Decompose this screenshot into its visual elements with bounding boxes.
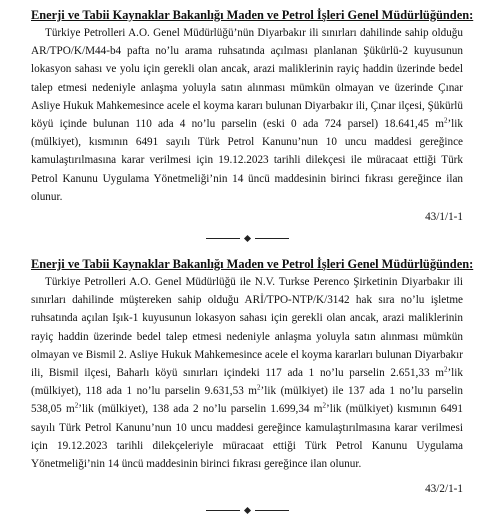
notice-1-body-part-2: ’lik (mülkiyet), kısmının 6491 sayılı Türk Petrol Kanunu’nun 10 uncu maddesi gereğince kamulaştırılmasına karar verilmesi için 19.12.2023 tarihli dilekçesi ile müracaat ettiği Türk Petrol Kanunu Uygulama Yönetmeliği’nin 14 üncü maddesinin birinci fıkrası gereğince ilan olunur. — [31, 118, 463, 203]
superscript-2: 2 — [257, 383, 261, 392]
notice-2-body-part-4: ’lik (mülkiyet), 138 ada 2 no’lu parselin 1.699,34 m — [78, 403, 323, 416]
section-divider — [31, 501, 463, 519]
superscript-2: 2 — [443, 116, 448, 125]
notice-1-reference-number: 43/1/1-1 — [425, 211, 463, 224]
notice-2-reference-number: 43/2/1-1 — [425, 483, 463, 496]
superscript-2: 2 — [74, 401, 79, 410]
notice-2-body-part-2: ’lik (mülkiyet), 118 ada 1 no’lu parselin 9.631,53 m — [31, 367, 463, 398]
section-divider — [31, 229, 463, 247]
notice-1-title: Enerji ve Tabii Kaynaklar Bakanlığı Maden ve Petrol İşleri Genel Müdürlüğünden: — [31, 8, 474, 22]
divider-line-right — [255, 238, 289, 239]
divider-line-right — [255, 510, 289, 511]
notice-2-body — [31, 273, 463, 473]
divider-diamond-icon — [243, 234, 250, 241]
notice-2-body-part-5: ’lik (mülkiyet) kısmının 6491 sayılı Türk Petrol Kanunu’nun 10 uncu maddesi gereğince kamulaştırılmasına karar verilmesi için 19.12.2023 tarihli dilekçeleriyle müracaat ettiği Türk Petrol Kanunu Uygulama Yönetmeliği’nin 14 üncü maddesinin birinci fıkrası gereğince ilan olunur. — [31, 403, 463, 471]
notice-2-body-part-1: Türkiye Petrolleri A.O. Genel Müdürlüğü ile N.V. Turkse Perenco Şirketinin Diyarbakır ili sınırları dahilinde müştereken sahip olduğu ARİ/TPO-NTP/K/3142 hak sıra no’lu işletme ruhsatında açılan Işık-1 kuyusunun lokasyon sahası için gerekli olan ancak, arazi maliklerinin rayiç haddin üzerinde bedel talep etmesi nedeniyle anlaşma yoluyla satın alınması mümkün olmayan ve Bismil 2. Asliye Hukuk Mahkemesince acele el koyma kararları bulunan Diyarbakır ili, Bismil ilçesi, Baharlı köyü sınırları içindeki 117 ada 1 no’lu parselin 2.651,33 m — [31, 276, 463, 380]
superscript-2: 2 — [322, 401, 326, 410]
superscript-2: 2 — [443, 365, 448, 374]
divider-line-left — [206, 238, 240, 239]
notice-2 — [31, 257, 474, 497]
divider-line-left — [206, 510, 240, 511]
notice-2-title: Enerji ve Tabii Kaynaklar Bakanlığı Maden ve Petrol İşleri Genel Müdürlüğünden: — [31, 257, 474, 272]
notice-1-body-part-1: Türkiye Petrolleri A.O. Genel Müdürlüğü’nün Diyarbakır ili sınırları dahilinde sahip olduğu AR/TPO/K/M44-b4 pafta no’lu arama ruhsatında açılması planlanan Şükürlü-2 kuyusunun lokasyon sahası ve yolu için gerekli olan ancak, arazi maliklerinin rayiç haddin üzerinde bedel talep etmesi nedeniyle anlaşma yoluyla satın alınması mümkün olmayan ve üzerinde Çınar Asliye Hukuk Mahkemesince acele el koyma kararı bulunan Diyarbakır ili, Çınar ilçesi, Şükürlü köyü içinde bulunan 110 ada 4 no’lu parselin (eski 0 ada 724 parsel) 18.641,45 m — [31, 27, 463, 131]
notice-1-body — [31, 24, 463, 206]
gazette-page — [31, 8, 474, 529]
notice-1 — [31, 8, 474, 225]
notice-2-body-part-3: ’lik (mülkiyet) ile 137 ada 1 no’lu parselin 538,05 m — [31, 385, 463, 416]
